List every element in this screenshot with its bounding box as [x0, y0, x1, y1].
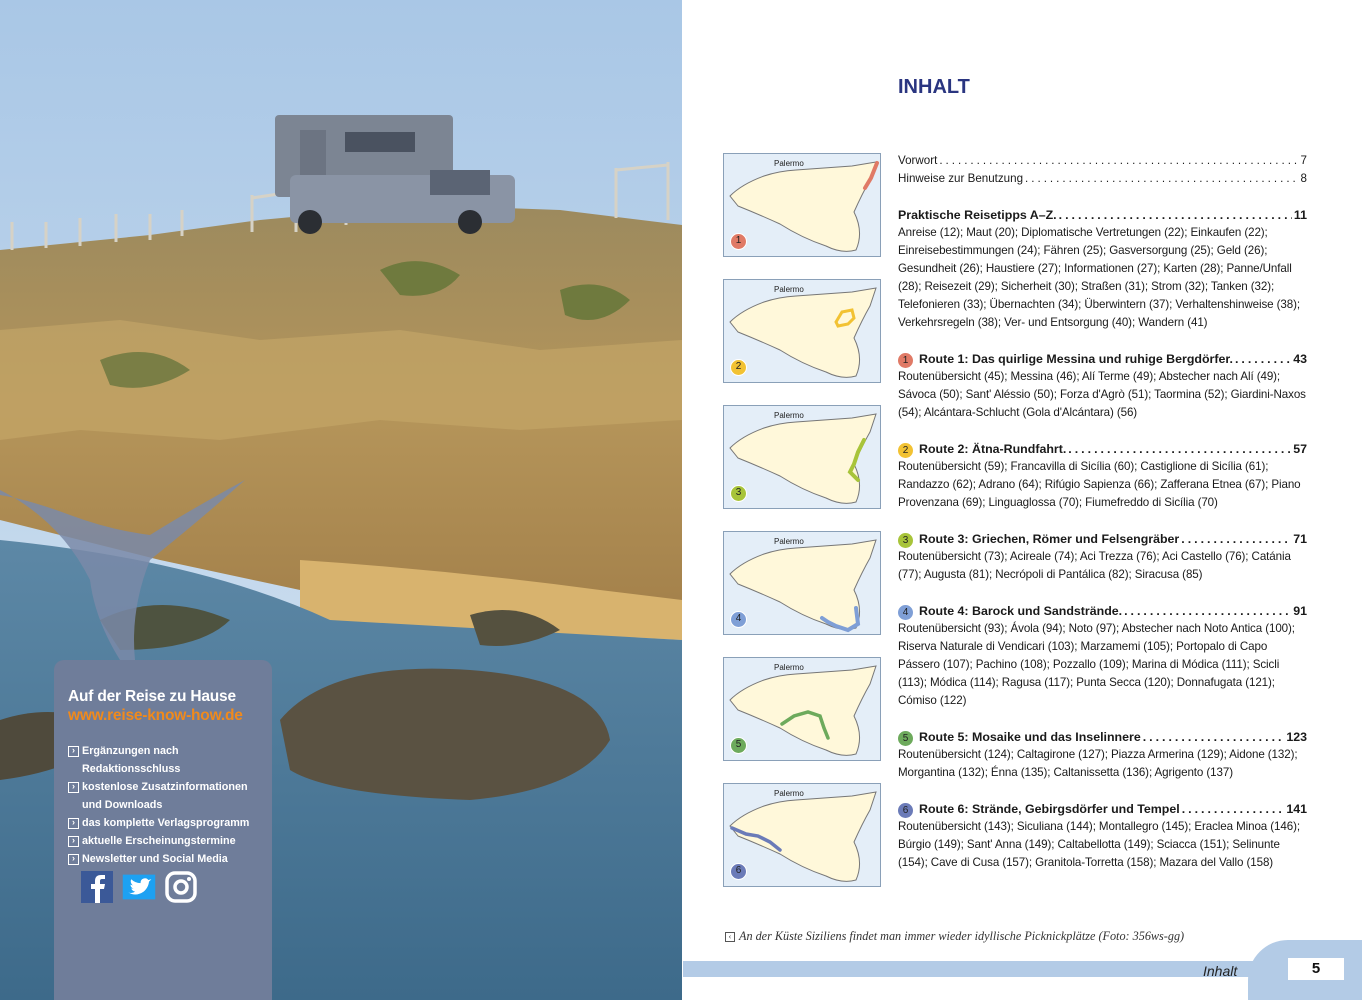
toc-entry-vorwort[interactable]	[898, 152, 1307, 170]
toc-section-title: Route 2: Ätna-Rundfahrt.	[919, 442, 1067, 456]
toc-section-route-3	[898, 530, 1307, 584]
toc-section-page: 141	[1286, 802, 1307, 816]
map-city-label: Palermo	[774, 285, 804, 294]
toc-section-page: 11	[1293, 208, 1307, 222]
toc-section-reisetipps	[898, 206, 1307, 332]
route-number-badge: 5	[898, 731, 913, 746]
map-city-label: Palermo	[774, 411, 804, 420]
route-number-badge: 3	[730, 485, 747, 502]
toc-section-route-2	[898, 440, 1307, 512]
route-number-badge: 4	[730, 611, 747, 628]
toc-section-heading[interactable]	[898, 440, 1307, 458]
route-number-badge: 6	[730, 863, 747, 880]
map-city-label: Palermo	[774, 663, 804, 672]
web-promo-box	[54, 660, 272, 1000]
promo-item: und Downloads	[82, 799, 163, 811]
route-number-badge: 1	[898, 353, 913, 368]
photo-caption-text: An der Küste Siziliens findet man immer wieder idyllische Picknickplätze (Foto: 356ws-gg)	[739, 929, 1185, 943]
toc-section-body: Routenübersicht (45); Messina (46); Alí Terme (49); Abstecher nach Alí (49); Sávoca (50); Sant' Aléssio (50); Forza d'Agrò (51); Taormina (52); Giardini-Naxos (54); Alcántara-Schlucht (Gola d'Alcántara) (56)	[898, 370, 1306, 419]
toc-section-title: Route 5: Mosaike und das Inselinnere	[919, 730, 1141, 744]
toc-section-route-6	[898, 800, 1307, 872]
route-number-badge: 6	[898, 803, 913, 818]
promo-list	[68, 742, 260, 868]
twitter-icon[interactable]	[122, 870, 156, 904]
toc-section-page: 123	[1286, 730, 1307, 744]
toc-section-body: Routenübersicht (124); Caltagirone (127); Piazza Armerina (129); Aidone (132); Morgantina (132); Énna (135); Caltanissetta (136); Agrigento (137)	[898, 748, 1298, 779]
route-number-badge: 3	[898, 533, 913, 548]
photo-caption	[725, 929, 1184, 944]
page-number: 5	[1288, 958, 1344, 980]
route-map-2	[723, 279, 881, 383]
route-map-3	[723, 405, 881, 509]
toc-entry-hinweise[interactable]	[898, 170, 1307, 188]
footer-section-name: Inhalt	[1203, 963, 1238, 979]
toc-intro	[898, 152, 1307, 188]
toc-section-page: 91	[1293, 604, 1307, 618]
toc-entry-page: 8	[1300, 172, 1307, 185]
toc-section-body: Routenübersicht (59); Francavilla di Sicília (60); Castiglione di Sicília (61); Randazzo (62); Adrano (64); Rifúgio Sapienza (66); Zafferana Etnea (67); Piano Provenzana (69); Linguaglossa (70); Fiumefreddo di Sicília (70)	[898, 460, 1301, 509]
map-city-label: Palermo	[774, 537, 804, 546]
instagram-icon[interactable]	[164, 870, 198, 904]
route-number-badge: 2	[898, 443, 913, 458]
toc-section-heading[interactable]	[898, 800, 1307, 818]
toc-entry-page: 7	[1300, 154, 1307, 167]
route-map-6	[723, 783, 881, 887]
toc-section-heading[interactable]	[898, 602, 1307, 620]
toc-section-title: Praktische Reisetipps A–Z.	[898, 208, 1057, 222]
promo-item: › das komplette Verlagsprogramm	[68, 814, 260, 832]
social-links	[80, 870, 198, 904]
route-map-5	[723, 657, 881, 761]
route-number-badge: 5	[730, 737, 747, 754]
toc-section-page: 57	[1293, 442, 1307, 456]
toc-section-page: 43	[1293, 352, 1307, 366]
facebook-icon[interactable]	[80, 870, 114, 904]
toc-section-page: 71	[1293, 532, 1307, 546]
page-heading: INHALT	[898, 76, 970, 98]
toc-section-heading[interactable]	[898, 350, 1307, 368]
toc-section-title: Route 4: Barock und Sandstrände.	[919, 604, 1123, 618]
promo-item: › Newsletter und Social Media	[68, 850, 260, 868]
route-number-badge: 1	[730, 233, 747, 250]
route-number-badge: 4	[898, 605, 913, 620]
toc-section-route-1	[898, 350, 1307, 422]
toc-section-heading[interactable]	[898, 530, 1307, 548]
toc-section-heading[interactable]	[898, 728, 1307, 746]
route-map-4	[723, 531, 881, 635]
left-arrow-icon: ‹	[725, 932, 735, 942]
route-number-badge: 2	[730, 359, 747, 376]
toc-section-title: Route 3: Griechen, Römer und Felsengräber	[919, 532, 1180, 546]
toc-section-body: Anreise (12); Maut (20); Diplomatische Vertretungen (22); Einkaufen (22); Einreisebestimmungen (24); Fähren (25); Gasversorgung (25); Geld (26); Gesundheit (26); Haustiere (27); Informationen (27); Karten (28); Panne/Unfall (28); Reisezeit (29); Sicherheit (30); Straßen (31); Strom (32); Tanken (32); Telefonieren (33); Übernachten (34); Überwintern (37); Verhaltenshinweise (38); Verkehrsregeln (38); Ver- und Entsorgung (40); Wandern (41)	[898, 226, 1300, 329]
toc-section-heading[interactable]	[898, 206, 1307, 224]
promo-item: › kostenlose Zusatzinformationen	[68, 778, 260, 796]
promo-item: › aktuelle Erscheinungstermine	[68, 832, 260, 850]
toc-entry-title: Vorwort	[898, 154, 938, 167]
toc-section-body: Routenübersicht (143); Siculiana (144); Montallegro (145); Eraclea Minoa (146); Búrgio (149); Sant' Anna (149); Caltabellotta (149); Sciacca (151); Selinunte (154); Cave di Cusa (157); Granitola-Torretta (158); Mazara del Vallo (158)	[898, 820, 1300, 869]
toc-section-body: Routenübersicht (93); Ávola (94); Noto (97); Abstecher nach Noto Antica (100); Riserva Naturale di Vendicari (103); Marzamemi (105); Portopalo di Capo Pássero (107); Pachino (108); Pozzallo (109); Marina di Módica (111); Scicli (113); Módica (114); Ragusa (117); Punta Secca (120); Donnafugata (121); Cómiso (122)	[898, 622, 1295, 707]
promo-item: › Ergänzungen nach Redaktionsschluss	[68, 742, 260, 778]
map-city-label: Palermo	[774, 789, 804, 798]
map-city-label: Palermo	[774, 159, 804, 168]
toc-section-title: Route 6: Strände, Gebirgsdörfer und Tempel	[919, 802, 1180, 816]
toc-entry-title: Hinweise zur Benutzung	[898, 172, 1024, 185]
toc-section-body: Routenübersicht (73); Acireale (74); Aci Trezza (76); Aci Castello (76); Catánia (77); Augusta (81); Necrópoli di Pantálica (82); Siracusa (85)	[898, 550, 1291, 581]
toc-section-route-5	[898, 728, 1307, 782]
route-map-1	[723, 153, 881, 257]
toc-section-route-4	[898, 602, 1307, 710]
toc-section-title: Route 1: Das quirlige Messina und ruhige Bergdörfer.	[919, 352, 1233, 366]
promo-title: Auf der Reise zu Hause	[68, 688, 236, 705]
promo-url-link[interactable]: www.reise-know-how.de	[68, 707, 243, 724]
